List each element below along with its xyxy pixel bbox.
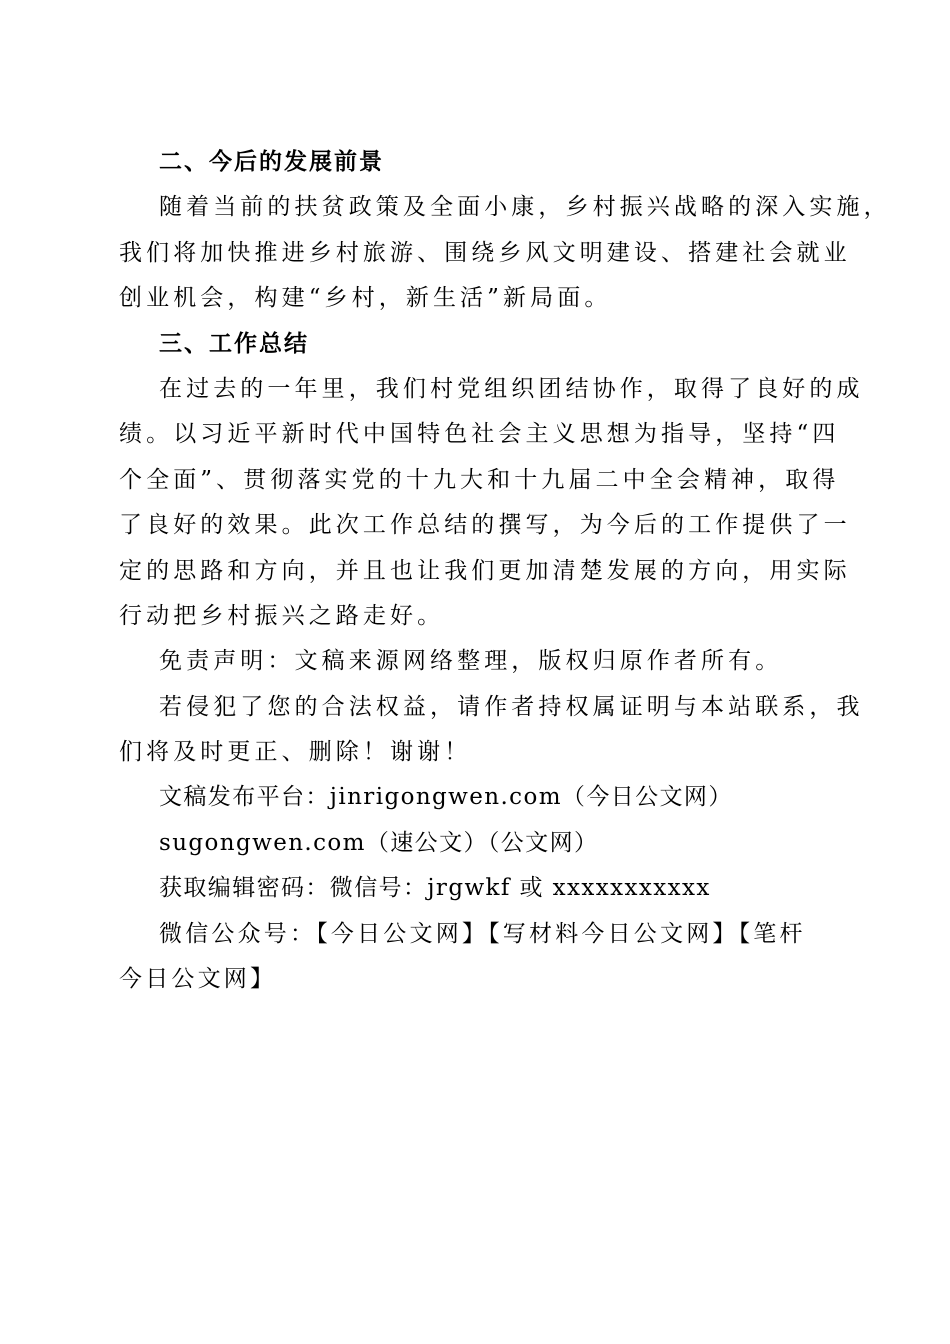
platform-line-2: sugongwen.com（速公文）（公文网） — [159, 829, 599, 856]
wechat-account-line: 今日公文网】 — [119, 966, 277, 993]
paragraph-line: 创业机会，构建“乡村，新生活”新局面。 — [119, 285, 612, 312]
platform-line: 文稿发布平台：jinrigongwen.com（今日公文网） — [159, 784, 733, 811]
wechat-account-line: 微信公众号：【今日公文网】【写材料今日公文网】【笔杆 — [159, 920, 806, 947]
paragraph-line: 行动把乡村振兴之路走好。 — [119, 602, 445, 629]
paragraph-line: 绩。以习近平新时代中国特色社会主义思想为指导，坚持“四 — [119, 421, 840, 448]
paragraph-line: 个全面”、贯彻落实党的十九大和十九届二中全会精神，取得 — [119, 466, 840, 493]
paragraph-line: 我们将加快推进乡村旅游、围绕乡风文明建设、搭建社会就业 — [119, 239, 851, 266]
paragraph-line: 定的思路和方向，并且也让我们更加清楚发展的方向，用实际 — [119, 557, 851, 584]
paragraph-line: 了良好的效果。此次工作总结的撰写，为今后的工作提供了一 — [119, 512, 851, 539]
paragraph-line: 在过去的一年里，我们村党组织团结协作，取得了良好的成 — [159, 375, 864, 402]
section-heading-prospects: 二、今后的发展前景 — [159, 149, 384, 175]
section-heading-summary: 三、工作总结 — [159, 330, 309, 357]
document-body — [119, 140, 891, 1002]
edit-password-line: 获取编辑密码：微信号：jrgwkf 或 xxxxxxxxxxx — [159, 875, 711, 902]
paragraph-line: 随着当前的扶贫政策及全面小康，乡村振兴战略的深入实施， — [159, 194, 891, 221]
disclaimer-line: 若侵犯了您的合法权益，请作者持权属证明与本站联系，我 — [159, 693, 864, 720]
disclaimer-line: 免责声明：文稿来源网络整理，版权归原作者所有。 — [159, 648, 783, 675]
disclaimer-line: 们将及时更正、删除！谢谢！ — [119, 739, 472, 766]
